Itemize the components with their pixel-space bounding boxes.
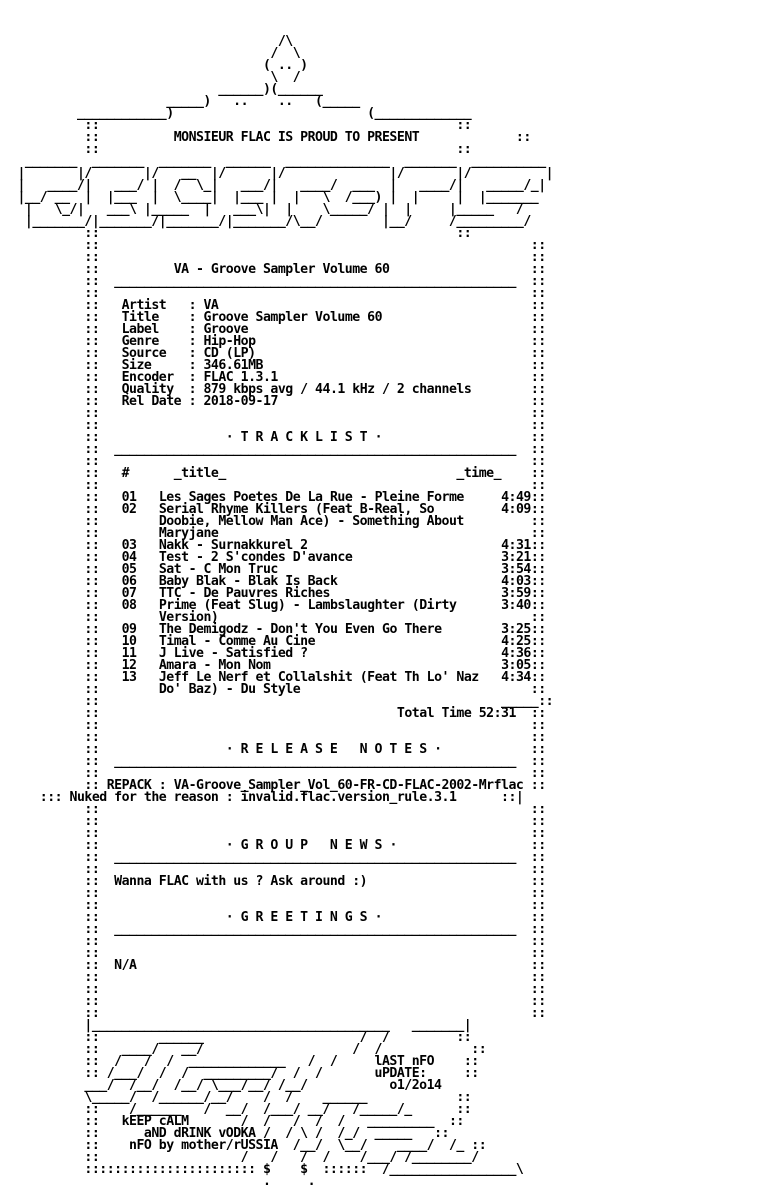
track-row: :: 05 Sat - C Mon Truc 3:54::	[10, 562, 546, 577]
ascii-logo: :: ____/ __/ / / ::	[10, 1042, 487, 1057]
blank-line: :: ::	[10, 886, 546, 901]
release-field: :: Artist : VA ::	[10, 298, 546, 313]
release-field: :: Size : 346.61MB ::	[10, 358, 546, 373]
ascii-logo: :: ::	[10, 142, 472, 157]
divider: :: ______________________________________________________ ::	[10, 922, 546, 937]
field-value: Groove	[203, 322, 249, 337]
footer-line: ___/ /__/ /__/ \___/__/ /__/ o1/2o14	[10, 1078, 442, 1093]
track-title: J Live - Satisfied ?	[158, 646, 308, 661]
ascii-logo: _____) .. .. (_____	[10, 94, 360, 109]
field-label: Encoder	[121, 370, 174, 385]
track-title: The Demigodz - Don't You Even Go There	[158, 622, 442, 637]
track-row: :: 04 Test - 2 S'condes D'avance 3:21::	[10, 550, 546, 565]
track-row: :: Do' Baz) - Du Style ::	[10, 682, 546, 697]
track-title: Baby Blak - Blak Is Back	[158, 574, 338, 589]
track-row: :: 03 Nakk - Surnakkurel 2 4:31::	[10, 538, 546, 553]
footer-line: :: aND dRINK vODKA / / \ / /_/ _____ ::	[10, 1126, 449, 1141]
ascii-logo: _______ _______ _______ ______ ______________ _______ __________	[10, 154, 546, 169]
divider: :: _____::	[10, 694, 554, 709]
field-label: Title	[121, 310, 159, 325]
track-row: :: Version) ::	[10, 610, 546, 625]
track-number: 13	[121, 670, 137, 685]
track-number: 11	[121, 646, 137, 661]
blank-line: :: ::	[10, 1006, 546, 1021]
track-time: 3:21	[501, 550, 531, 565]
blank-line: :: ::	[10, 994, 546, 1009]
field-label: Source	[121, 346, 167, 361]
release-field: :: Rel Date : 2018-09-17 ::	[10, 394, 546, 409]
track-row: :: 11 J Live - Satisfied ? 4:36::	[10, 646, 546, 661]
track-number: 03	[121, 538, 137, 553]
track-title: Timal - Comme Au Cine	[158, 634, 316, 649]
track-title: Serial Rhyme Killers (Feat B-Real, So	[158, 502, 435, 517]
track-title: Do' Baz) - Du Style	[158, 682, 301, 697]
group-news-line: :: Wanna FLAC with us ? Ask around :) ::	[10, 874, 546, 889]
field-value: VA	[203, 298, 219, 313]
blank-line: :: ::	[10, 250, 546, 265]
field-label: Label	[121, 322, 159, 337]
nuked-text: Nuked for the reason : invalid.flac.version_rule.3.1	[69, 790, 457, 805]
update-label: lAST nFO	[374, 1054, 435, 1069]
track-time: 3:54	[501, 562, 531, 577]
track-title: Maryjane	[158, 526, 219, 541]
release-field: :: Quality : 879 kbps avg / 44.1 kHz / 2 channels ::	[10, 382, 546, 397]
update-label: uPDATE:	[374, 1066, 427, 1081]
release-heading: :: VA - Groove Sampler Volume 60 ::	[10, 262, 546, 277]
nuked-line: ::: Nuked for the reason : invalid.flac.version_rule.3.1 ::|	[10, 790, 524, 805]
field-value: CD (LP)	[203, 346, 256, 361]
track-row: :: 07 TTC - De Pauvres Riches 3:59::	[10, 586, 546, 601]
blank-line: :: ::	[10, 898, 546, 913]
ascii-logo: :: / / / / /___/ /________/	[10, 1150, 479, 1165]
section-heading: R E L E A S E N O T E S	[240, 742, 427, 757]
field-value: 879 kbps avg / 44.1 kHz / 2 channels	[203, 382, 472, 397]
ascii-logo: . .	[10, 1174, 316, 1189]
ascii-logo: ______)(______	[10, 82, 323, 97]
track-row: :: 12 Amara - Mon Nom 3:05::	[10, 658, 546, 673]
repack-line: :: REPACK : VA-Groove_Sampler_Vol_60-FR-CD-FLAC-2002-Mrflac ::	[10, 778, 546, 793]
track-title: Sat - C Mon Truc	[158, 562, 278, 577]
blank-line: :: ::	[10, 238, 546, 253]
column-header: #	[121, 466, 130, 481]
footer-line: :: kEEP cALM / / / / / _________ ::	[10, 1114, 464, 1129]
release-field: :: Genre : Hip-Hop ::	[10, 334, 546, 349]
ascii-logo: |________________________________________ _______|	[10, 1018, 472, 1033]
track-row: :: 02 Serial Rhyme Killers (Feat B-Real, So 4:09::	[10, 502, 546, 517]
track-title: Amara - Mon Nom	[158, 658, 271, 673]
release-field: :: Encoder : FLAC 1.3.1 ::	[10, 370, 546, 385]
track-time: 4:49	[501, 490, 531, 505]
track-time: 3:05	[501, 658, 531, 673]
ascii-logo: /\	[10, 34, 293, 49]
track-number: 01	[121, 490, 137, 505]
track-number: 09	[121, 622, 137, 637]
section-heading: T R A C K L I S T	[240, 430, 368, 445]
field-value: 2018-09-17	[203, 394, 278, 409]
field-value: Groove Sampler Volume 60	[203, 310, 383, 325]
track-number: 04	[121, 550, 137, 565]
blank-line: :: ::	[10, 814, 546, 829]
field-value: Hip-Hop	[203, 334, 256, 349]
ascii-logo: \ /	[10, 70, 301, 85]
track-number: 07	[121, 586, 137, 601]
greetings-heading: :: · G R E E T I N G S · ::	[10, 910, 546, 925]
blank-line: :: ::	[10, 478, 546, 493]
track-number: 06	[121, 574, 137, 589]
footer-line: :: /___/ / / _________/ / / uPDATE: ::	[10, 1066, 479, 1081]
greetings-line: :: N/A ::	[10, 958, 546, 973]
track-title: Les Sages Poetes De La Rue - Pleine Forme	[158, 490, 464, 505]
ascii-logo: :: ______ / / ::	[10, 1030, 472, 1045]
update-date: o1/2o14	[389, 1078, 442, 1093]
track-title: Jeff Le Nerf et Collalshit (Feat Th Lo' Naz	[158, 670, 479, 685]
track-title: Prime (Feat Slug) - Lambslaughter (Dirty	[158, 598, 457, 613]
track-title: Doobie, Mellow Man Ace) - Something About	[158, 514, 464, 529]
field-label: Quality	[121, 382, 174, 397]
blank-line: :: ::	[10, 802, 546, 817]
track-number: 08	[121, 598, 137, 613]
track-time: 4:25	[501, 634, 531, 649]
tagline: aND dRINK vODKA	[143, 1126, 256, 1141]
release-field: :: Title : Groove Sampler Volume 60 ::	[10, 310, 546, 325]
column-header: _title_	[173, 466, 226, 481]
ascii-logo: :: ::	[10, 226, 472, 241]
track-time: 4:09	[501, 502, 531, 517]
group-news-heading: :: · G R O U P N E W S · ::	[10, 838, 546, 853]
track-time: 3:25	[501, 622, 531, 637]
track-time: 3:59	[501, 586, 531, 601]
total-label: Total Time	[396, 706, 472, 721]
track-time: 4:31	[501, 538, 531, 553]
repack-text: REPACK : VA-Groove_Sampler_Vol_60-FR-CD-FLAC-2002-Mrflac	[106, 778, 524, 793]
track-row: :: Doobie, Mellow Man Ace) - Something About ::	[10, 514, 546, 529]
track-title: Version)	[158, 610, 219, 625]
tracklist-columns: :: # _title_ _time_ ::	[10, 466, 546, 481]
credit: nFO by mother/rUSSIA	[129, 1138, 278, 1153]
track-title: Test - 2 S'condes D'avance	[158, 550, 353, 565]
blank-line: :: ::	[10, 418, 546, 433]
track-row: :: 10 Timal - Comme Au Cine 4:25::	[10, 634, 546, 649]
track-number: 05	[121, 562, 137, 577]
field-label: Size	[121, 358, 152, 373]
blank-line: :: ::	[10, 766, 546, 781]
presenter-line: :: MONSIEUR FLAC IS PROUD TO PRESENT ::	[10, 130, 531, 145]
track-row: :: 13 Jeff Le Nerf et Collalshit (Feat Th Lo' Naz 4:34::	[10, 670, 546, 685]
track-time: 3:40	[501, 598, 531, 613]
blank-line: :: ::	[10, 718, 546, 733]
track-row: :: 01 Les Sages Poetes De La Rue - Pleine Forme 4:49::	[10, 490, 546, 505]
divider: :: ______________________________________________________ ::	[10, 442, 546, 457]
blank-line: :: ::	[10, 406, 546, 421]
presenter-text: MONSIEUR FLAC IS PROUD TO PRESENT	[173, 130, 420, 145]
track-number: 10	[121, 634, 137, 649]
track-title: TTC - De Pauvres Riches	[158, 586, 330, 601]
greetings-text: N/A	[114, 958, 137, 973]
track-row: :: 06 Baby Blak - Blak Is Back 4:03::	[10, 574, 546, 589]
release-notes-heading: :: · R E L E A S E N O T E S · ::	[10, 742, 546, 757]
blank-line: :: ::	[10, 946, 546, 961]
track-time: 4:03	[501, 574, 531, 589]
ascii-logo: ::::::::::::::::::::::: $ $ :::::: /_________________\	[10, 1162, 524, 1177]
blank-line: :: ::	[10, 454, 546, 469]
blank-line: :: ::	[10, 970, 546, 985]
section-heading: G R E E T I N G S	[240, 910, 368, 925]
blank-line: :: ::	[10, 826, 546, 841]
blank-line: :: ::	[10, 730, 546, 745]
nfo-document	[10, 36, 553, 1188]
total-time: 52:31	[478, 706, 516, 721]
ascii-logo: | |/ |/ __ |/ |/ |/ |/ |	[10, 166, 554, 181]
blank-line: :: ::	[10, 982, 546, 997]
ascii-logo: ____________) (_____________	[10, 106, 472, 121]
ascii-logo: | \_/| ___\ |_____ | ___\| | \_____/ | | |_____ /	[10, 202, 524, 217]
field-label: Rel Date	[121, 394, 182, 409]
column-header: _time_	[456, 466, 502, 481]
footer-line: :: / / / _____________ / / lAST nFO ::	[10, 1054, 479, 1069]
total-row: :: Total Time 52:31 ::	[10, 706, 546, 721]
track-row: :: Maryjane ::	[10, 526, 546, 541]
field-label: Artist	[121, 298, 167, 313]
track-title: Nakk - Surnakkurel 2	[158, 538, 308, 553]
divider: :: ______________________________________________________ ::	[10, 850, 546, 865]
track-number: 12	[121, 658, 137, 673]
release-field: :: Source : CD (LP) ::	[10, 346, 546, 361]
track-time: 4:36	[501, 646, 531, 661]
tracklist-heading: :: · T R A C K L I S T · ::	[10, 430, 546, 445]
divider: :: ______________________________________________________ ::	[10, 754, 546, 769]
track-row: :: 09 The Demigodz - Don't You Even Go There 3:25::	[10, 622, 546, 637]
ascii-logo: :: ::	[10, 118, 472, 133]
ascii-logo: :: /______ / __/ /___/ __/ /_____/_ ::	[10, 1102, 472, 1117]
footer-line: :: nFO by mother/rUSSIA /__/ \__/ ____/ /_ ::	[10, 1138, 487, 1153]
blank-line: :: ::	[10, 934, 546, 949]
ascii-logo: ( .. )	[10, 58, 308, 73]
ascii-logo: / \	[10, 46, 301, 61]
blank-line: :: ::	[10, 862, 546, 877]
ascii-logo: \_____/ /______/__/ / / ______ ::	[10, 1090, 472, 1105]
ascii-logo: |_______/|_______/|_______/|_______/\__/ |__/ /_________/	[10, 214, 531, 229]
release-title: VA - Groove Sampler Volume 60	[173, 262, 390, 277]
group-news-text: Wanna FLAC with us ? Ask around :)	[114, 874, 368, 889]
blank-line: :: ::	[10, 286, 546, 301]
track-number: 02	[121, 502, 137, 517]
field-label: Genre	[121, 334, 159, 349]
section-heading: G R O U P N E W S	[240, 838, 382, 853]
ascii-logo: |__/ __ | |___ | \____| |___ | | \ /___) | | | |_______	[10, 190, 539, 205]
track-time: 4:34	[501, 670, 531, 685]
field-value: 346.61MB	[203, 358, 263, 373]
ascii-logo: | ____/| ___/ | / \_| ___/| ____/ ___ | ____/| _____/_|	[10, 178, 546, 193]
divider: :: ______________________________________________________ ::	[10, 274, 546, 289]
release-field: :: Label : Groove ::	[10, 322, 546, 337]
field-value: FLAC 1.3.1	[203, 370, 278, 385]
tagline: kEEP cALM	[121, 1114, 189, 1129]
track-row: :: 08 Prime (Feat Slug) - Lambslaughter (Dirty 3:40::	[10, 598, 546, 613]
